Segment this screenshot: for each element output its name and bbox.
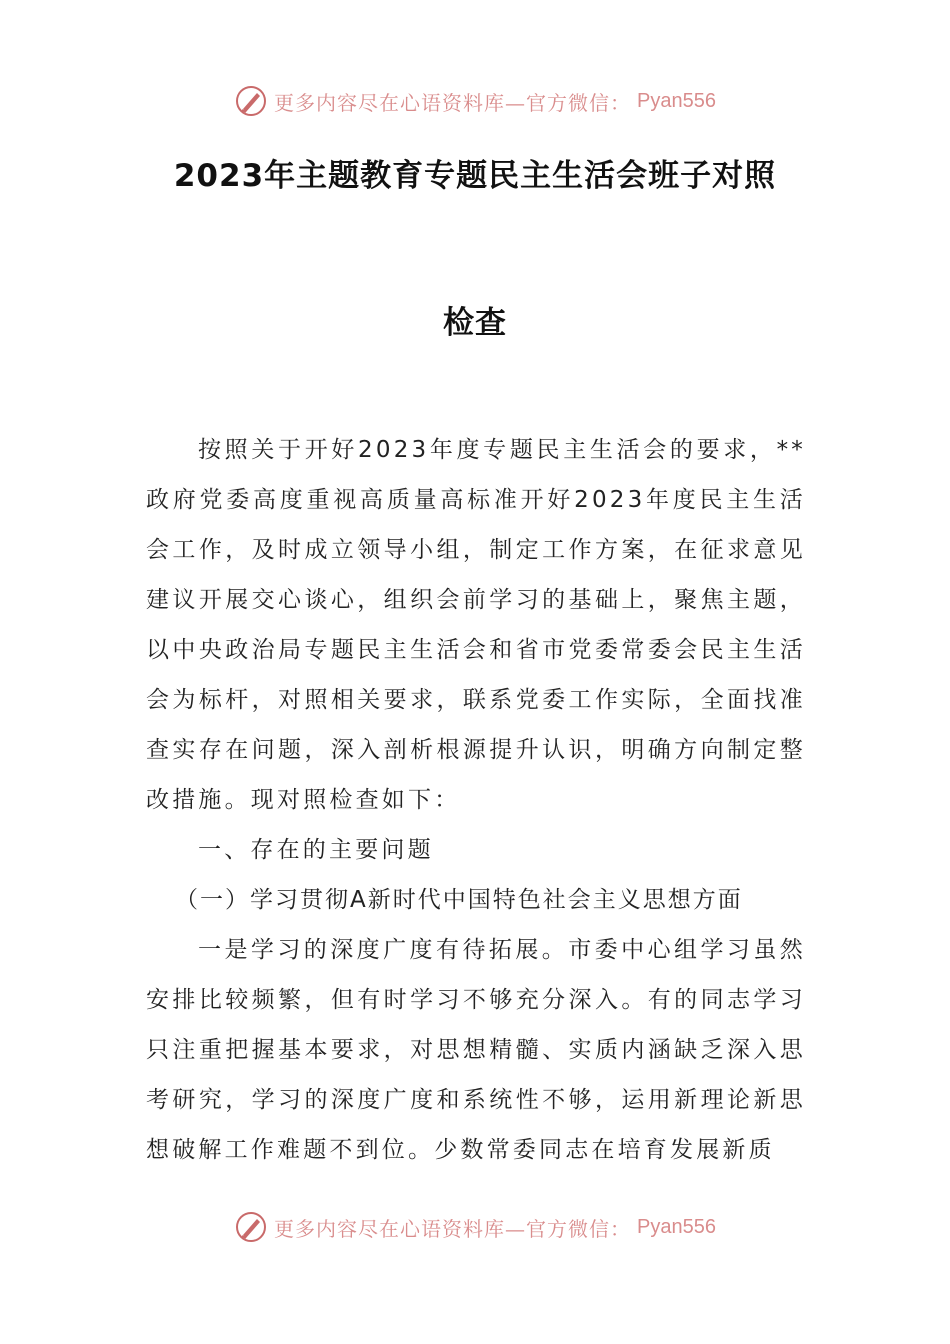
watermark-text: 更多内容尽在心语资料库—官方微信：	[274, 1216, 632, 1241]
pen-logo-icon	[234, 1210, 268, 1244]
body-paragraph: 一是学习的深度广度有待拓展。市委中心组学习虽然安排比较频繁，但有时学习不够充分深入。有的同志学习只注重把握基本要求，对思想精髓、实质内涵缺乏深入思考研究，学习的深度广度和系统性不够，运用新理论新思想破解工作难题不到位。少数常委同志在培育发展新质	[146, 937, 806, 1163]
pen-logo-icon	[234, 84, 268, 118]
watermark-wechat-id: Pyan556	[637, 1215, 716, 1238]
document-title-line1: 2023年主题教育专题民主生活会班子对照	[173, 158, 777, 194]
section-heading: 一、存在的主要问题	[198, 837, 434, 863]
document-title-line2: 检查	[443, 305, 507, 341]
watermark-header	[0, 84, 950, 118]
intro-paragraph: 按照关于开好2023年度专题民主生活会的要求，**政府党委高度重视高质量高标准开好2023年度民主生活会工作，及时成立领导小组，制定工作方案，在征求意见建议开展交心谈心，组织会前学习的基础上，聚焦主题，以中央政治局专题民主生活会和省市党委常委会民主生活会为标杆，对照相关要求，联系党委工作实际，全面找准查实存在问题，深入剖析根源提升认识，明确方向制定整改措施。现对照检查如下：	[146, 437, 806, 813]
watermark-text: 更多内容尽在心语资料库—官方微信：	[274, 90, 632, 115]
watermark-wechat-id: Pyan556	[637, 89, 716, 112]
watermark-footer	[0, 1210, 950, 1244]
subsection-heading: （一）学习贯彻A新时代中国特色社会主义思想方面	[175, 887, 743, 913]
